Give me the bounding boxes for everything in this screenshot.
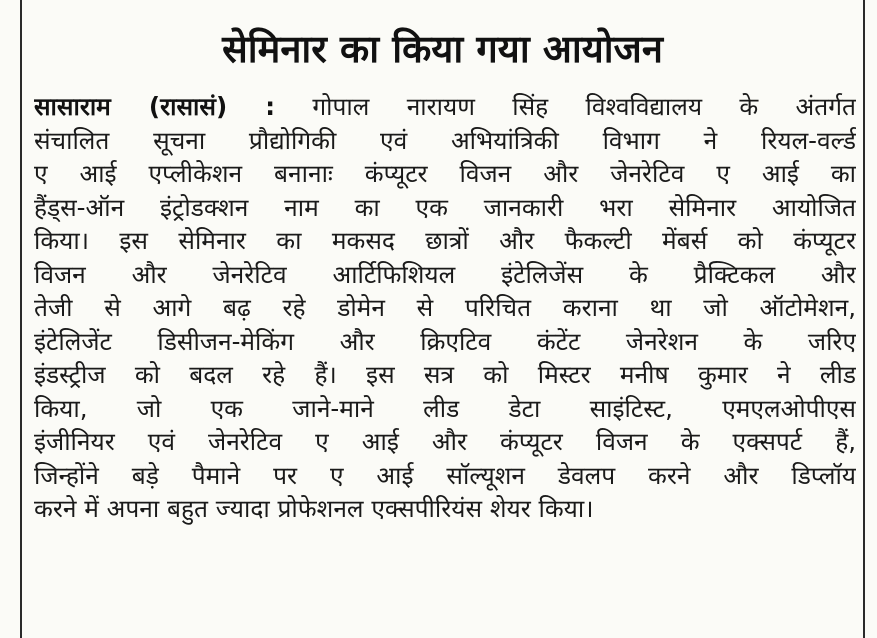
dateline: सासाराम (रासासं) : (34, 92, 276, 121)
article-line: तेजी से आगे बढ़ रहे डोमेन से परिचित कराना था जो ऑटोमेशन, (34, 293, 856, 322)
article-line: किया। इस सेमिनार का मकसद छात्रों और फैकल्टी मेंबर्स को कंप्यूटर (34, 226, 856, 255)
article-line: जिन्होंने बड़े पैमाने पर ए आई सॉल्यूशन डेवलप करने और डिप्लॉय (34, 460, 856, 490)
column-rule-left (20, 0, 22, 638)
article-line: ए आई एप्लीकेशन बनानाः कंप्यूटर विजन और जेनरेटिव ए आई का (34, 159, 856, 188)
article-line: संचालित सूचना प्रौद्योगिकी एवं अभियांत्रिकी विभाग ने रियल-वर्ल्ड (34, 125, 856, 155)
article-line: हैंड्स-ऑन इंट्रोडक्शन नाम का एक जानकारी भरा सेमिनार आयोजित (34, 192, 856, 222)
article-line: सासाराम (रासासं) : गोपाल नारायण सिंह विश्वविद्यालय के अंतर्गत (34, 92, 856, 121)
article-line: इंडस्ट्रीज को बदल रहे हैं। इस सत्र को मिस्टर मनीष कुमार ने लीड (34, 360, 856, 389)
column-rule-right (863, 0, 865, 638)
article-line: विजन और जेनरेटिव आर्टिफिशियल इंटेलिजेंस के प्रैक्टिकल और (34, 259, 856, 289)
article-line: इंटेलिजेंट डिसीजन-मेकिंग और क्रिएटिव कंटेंट जेनरेशन के जरिए (34, 326, 856, 356)
article-line: करने में अपना बहुत ज्यादा प्रोफेशनल एक्सपीरियंस शेयर किया। (34, 494, 594, 523)
headline: सेमिनार का किया गया आयोजन (222, 27, 663, 71)
article-line: किया, जो एक जाने-माने लीड डेटा साइंटिस्ट, एमएलओपीएस (34, 393, 856, 423)
article-body (34, 90, 856, 526)
article-line: इंजीनियर एवं जेनरेटिव ए आई और कंप्यूटर विजन के एक्सपर्ट हैं, (34, 427, 856, 456)
